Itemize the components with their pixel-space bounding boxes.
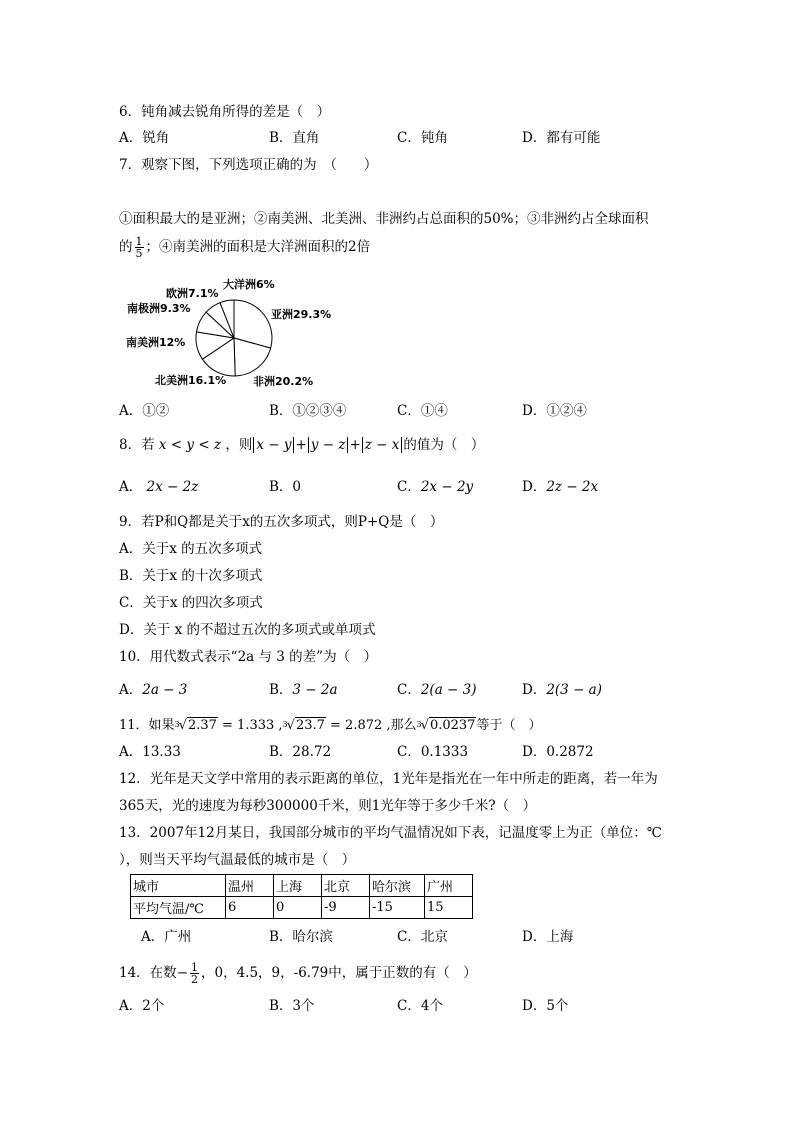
q12-line2: 365天，光的速度为每秒300000千米，则1光年等于多少千米?（ ） (119, 798, 537, 814)
q8-condition: x < y < z (158, 437, 222, 453)
pie-label: 南美洲12% (126, 336, 186, 349)
q13-option-c[interactable]: C．北京 (397, 929, 448, 945)
option-math: 2z − 2x (546, 479, 599, 495)
q14-option-d[interactable]: D．5个 (522, 998, 569, 1014)
fraction-numerator: 1 (135, 235, 143, 248)
q7-statement-rest: ；④南美洲的面积是大洋洲面积的2倍 (145, 239, 371, 255)
q7-option-a[interactable]: A．①② (119, 403, 170, 419)
option-label: C． (397, 479, 421, 495)
pie-label: 欧洲7.1% (166, 287, 219, 300)
q14-option-a[interactable]: A．2个 (119, 998, 165, 1014)
table-row (131, 897, 473, 919)
q6-option-d[interactable]: D．都有可能 (522, 130, 601, 146)
option-label: D． (522, 479, 547, 495)
cube-root-index: 3 (174, 720, 180, 729)
q7-statement-line2 (119, 236, 370, 259)
q7-option-d[interactable]: D．①②④ (522, 403, 587, 419)
radicand-3: 0.0237 (429, 718, 476, 733)
q13-option-a[interactable]: A．广州 (141, 929, 192, 945)
q11-stem: 11．如果$^3$√2.37 = 1.333 ,$^3$√23.7 = 2.872 ,那么$^3$√0.0237等于（ ） (119, 718, 542, 733)
table-cell: 城市 (131, 875, 226, 897)
q11-equals-2: = 2.872 ,那么 (330, 718, 417, 733)
temperature-table (130, 874, 473, 919)
pie-label: 北美洲16.1% (155, 374, 227, 387)
option-math: 2x − 2z (146, 479, 199, 495)
q14-rest: ，0，4.5，9，-6.79中，属于正数的有（ ） (201, 965, 477, 981)
radicand-1: 2.37 (187, 718, 217, 733)
table-cell: 上海 (274, 875, 322, 897)
option-label: C． (397, 682, 421, 698)
q8-option-c[interactable] (397, 478, 473, 496)
q14-option-b[interactable]: B．3个 (269, 998, 315, 1014)
table-cell: 15 (425, 897, 473, 919)
q14-option-c[interactable]: C．4个 (397, 998, 443, 1014)
table-cell: 平均气温/℃ (131, 897, 226, 919)
option-label: A． (119, 479, 143, 495)
pie-label: 南极洲9.3% (127, 302, 191, 315)
table-cell: 0 (274, 897, 322, 919)
option-math: 2a − 3 (142, 682, 188, 698)
q9-option-a[interactable]: A．关于x 的五次多项式 (119, 541, 263, 557)
pie-label: 大洋洲6% (223, 278, 275, 291)
pie-label: 亚洲29.3% (271, 308, 332, 321)
q11-option-a[interactable]: A．13.33 (119, 744, 181, 760)
q11-equals-1: = 1.333 , (222, 718, 283, 733)
q9-option-b[interactable]: B．关于x 的十次多项式 (119, 568, 263, 584)
q13-option-b[interactable]: B．哈尔滨 (269, 929, 333, 945)
q6-option-a[interactable]: A．锐角 (119, 130, 170, 146)
q10-option-d[interactable] (522, 681, 602, 699)
table-cell: -9 (322, 897, 370, 919)
q8-stem (119, 436, 484, 454)
q13-line2: ），则当天平均气温最低的城市是（ ） (119, 852, 356, 868)
minus-sign: − (176, 965, 188, 981)
option-math: 3 − 2a (292, 682, 338, 698)
q6-option-b[interactable]: B．直角 (269, 130, 320, 146)
table-header-row (131, 875, 473, 897)
table-cell: 哈尔滨 (370, 875, 425, 897)
q8-mid: ，则 (225, 437, 253, 453)
pie-label: 非洲20.2% (253, 375, 314, 388)
table-cell: -15 (370, 897, 425, 919)
q10-stem: 10．用代数式表示“2a 与 3 的差”为（ ） (119, 649, 378, 665)
q11-option-c[interactable]: C．0.1333 (397, 744, 469, 760)
q13-option-d[interactable]: D．上海 (522, 929, 574, 945)
plus-sign: + (349, 437, 361, 453)
q11-option-b[interactable]: B．28.72 (269, 744, 332, 760)
q8-prefix: 8．若 (119, 437, 155, 453)
option-label: A． (119, 682, 143, 698)
q9-option-c[interactable]: C．关于x 的四次多项式 (119, 595, 263, 611)
q10-option-a[interactable] (119, 681, 187, 699)
q7-statement-prefix: 的 (119, 239, 133, 255)
fraction-numerator: 1 (191, 961, 198, 974)
cube-root-index: 3 (416, 720, 422, 729)
q12-line1: 12．光年是天文学中常用的表示距离的单位，1光年是指光在一年中所走的距离，若一年为 (119, 771, 658, 787)
abs-y-minus-z: y − z (308, 437, 349, 453)
option-label: B． (269, 682, 293, 698)
q10-option-b[interactable] (269, 681, 338, 699)
one-half-fraction (190, 962, 199, 985)
option-math: 2(3 − a) (546, 682, 602, 698)
q14-prefix: 14．在数 (119, 965, 177, 981)
q7-statement-line1: ①面积最大的是亚洲；②南美洲、北美洲、非洲约占总面积的50%；③非洲约占全球面积 (119, 211, 649, 227)
q14-stem (119, 962, 477, 985)
q7-option-b[interactable]: B．①②③④ (269, 403, 347, 419)
q9-stem: 9．若P和Q都是关于x的五次多项式，则P+Q是（ ） (119, 514, 444, 530)
q6-option-c[interactable]: C．钝角 (397, 130, 448, 146)
q6-stem: 6．钝角减去锐角所得的差是（ ） (119, 104, 331, 120)
table-cell: 北京 (322, 875, 370, 897)
plus-sign: + (295, 437, 307, 453)
q8-option-d[interactable] (522, 478, 598, 496)
q11-suffix: 等于（ ） (476, 718, 542, 733)
fraction-denominator: 5 (135, 247, 143, 260)
q7-option-c[interactable]: C．①④ (397, 403, 448, 419)
q7-stem: 7．观察下图，下列选项正确的为 （ ） (119, 157, 378, 173)
q9-option-d[interactable]: D．关于 x 的不超过五次的多项式或单项式 (119, 622, 376, 638)
cube-root-index: 3 (282, 720, 288, 729)
option-math: 2x − 2y (420, 479, 474, 495)
q11-prefix: 11．如果 (119, 718, 175, 733)
fraction-denominator: 2 (191, 973, 198, 986)
q10-option-c[interactable] (397, 681, 477, 699)
option-label: D． (522, 682, 547, 698)
q11-option-d[interactable]: D．0.2872 (522, 744, 594, 760)
abs-x-minus-y: x − y (253, 437, 294, 453)
table-cell: 广州 (425, 875, 473, 897)
q8-option-a[interactable] (119, 478, 198, 496)
table-cell: 6 (226, 897, 274, 919)
continents-pie-chart (115, 272, 345, 394)
abs-z-minus-x: z − x (362, 437, 403, 453)
table-cell: 温州 (226, 875, 274, 897)
one-fifth-fraction (135, 236, 144, 259)
q8-option-b[interactable]: B．0 (269, 479, 302, 495)
option-math: 2(a − 3) (420, 682, 477, 698)
q13-line1: 13．2007年12月某日，我国部分城市的平均气温情况如下表，记温度零上为正（单位：℃ (119, 825, 662, 841)
q8-suffix: 的值为（ ） (403, 437, 485, 453)
radicand-2: 23.7 (295, 718, 325, 733)
